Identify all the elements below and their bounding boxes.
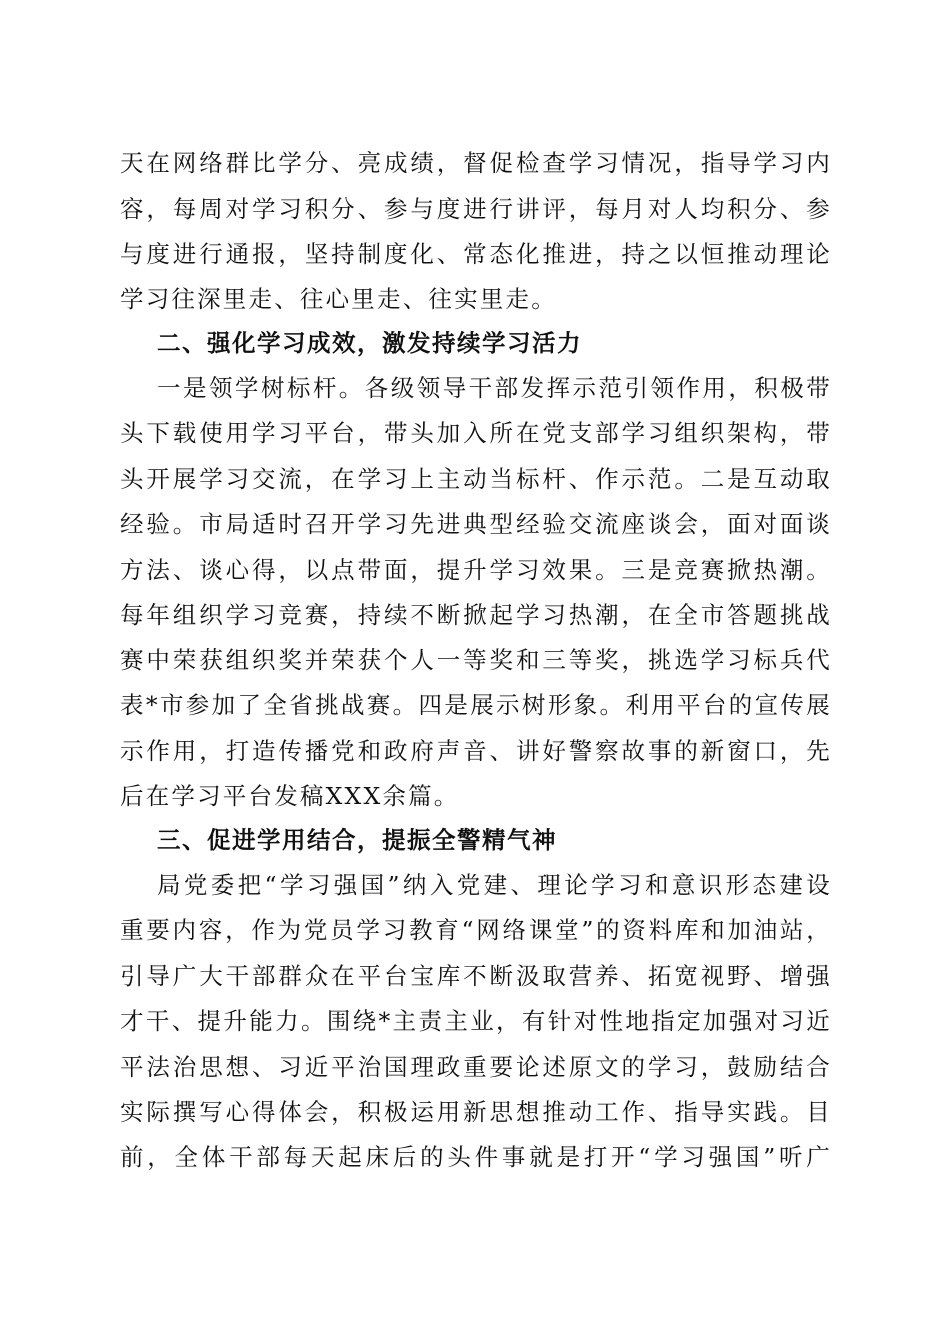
body-text-line: 天在网络群比学分、亮成绩，督促检查学习情况，指导学习内 (120, 149, 832, 177)
body-text-line: 重要内容，作为党员学习教育“网络课堂”的资料库和加油站， (120, 916, 832, 944)
body-text-line: 经验。市局适时召开学习先进典型经验交流座谈会，面对面谈 (120, 510, 832, 538)
body-text-line: 方法、谈心得，以点带面，提升学习效果。三是竞赛掀热潮。 (120, 556, 832, 584)
body-text-line: 才干、提升能力。围绕*主责主业，有针对性地指定加强对习近 (120, 1007, 832, 1035)
body-text-line: 引导广大干部群众在平台宝库不断汲取营养、拓宽视野、增强 (120, 962, 832, 990)
body-text-line: 一是领学树标杆。各级领导干部发挥示范引领作用，积极带 (157, 374, 832, 402)
body-text-line: 表*市参加了全省挑战赛。四是展示树形象。利用平台的宣传展 (120, 691, 832, 719)
body-text-line: 容，每周对学习积分、参与度进行讲评，每月对人均积分、参 (120, 195, 832, 223)
body-text-line: 后在学习平台发稿XXX余篇。 (120, 782, 460, 810)
body-text-line: 局党委把“学习强国”纳入党建、理论学习和意识形态建设 (157, 871, 832, 899)
body-text-line: 赛中荣获组织奖并荣获个人一等奖和三等奖，挑选学习标兵代 (120, 646, 832, 674)
section-heading: 二、强化学习成效，激发持续学习活力 (157, 329, 582, 357)
body-text-line: 平法治思想、习近平治国理政重要论述原文的学习，鼓励结合 (120, 1053, 832, 1081)
body-text-line: 学习往深里走、往心里走、往实里走。 (120, 285, 557, 313)
body-text-line: 与度进行通报，坚持制度化、常态化推进，持之以恒推动理论 (120, 240, 832, 268)
body-text-line: 前，全体干部每天起床后的头件事就是打开“学习强国”听广 (120, 1143, 832, 1171)
body-text-line: 实际撰写心得体会，积极运用新思想推动工作、指导实践。目 (120, 1098, 832, 1126)
body-text-line: 头开展学习交流，在学习上主动当标杆、作示范。二是互动取 (120, 465, 832, 493)
body-text-line: 每年组织学习竞赛，持续不断掀起学习热潮，在全市答题挑战 (120, 601, 832, 629)
section-heading: 三、促进学用结合，提振全警精气神 (157, 826, 557, 854)
body-text-line: 头下载使用学习平台，带头加入所在党支部学习组织架构，带 (120, 419, 832, 447)
body-text-line: 示作用，打造传播党和政府声音、讲好警察故事的新窗口，先 (120, 737, 832, 765)
